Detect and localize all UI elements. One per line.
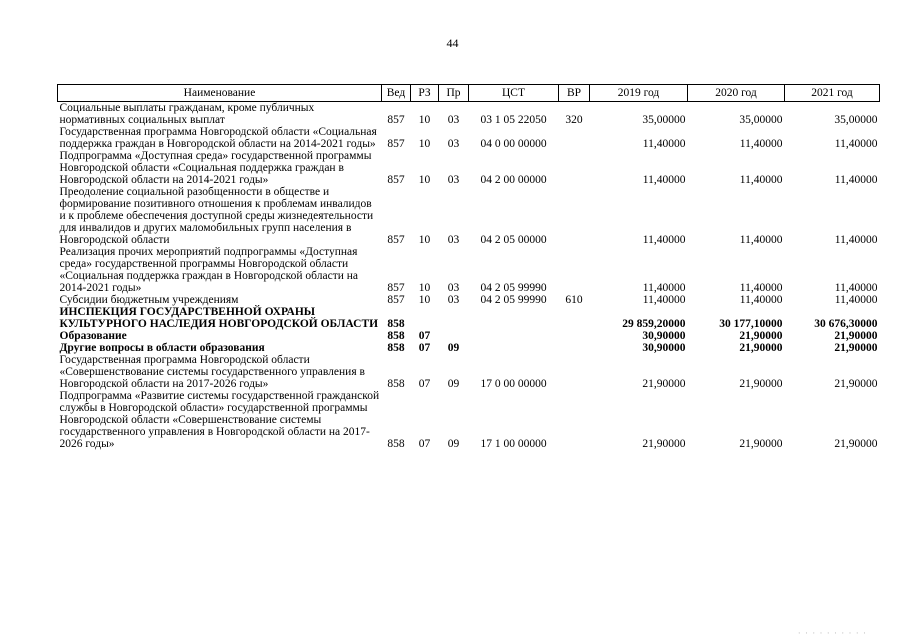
row-name: Другие вопросы в области образования <box>59 342 265 354</box>
row-2019: 11,40000 <box>642 138 686 150</box>
table-row <box>58 306 880 330</box>
row-cst: 04 2 05 00000 <box>480 234 547 246</box>
row-rz <box>411 306 439 330</box>
row-pr: 03 <box>447 114 460 126</box>
row-vr <box>559 306 590 330</box>
row-vr <box>559 186 590 246</box>
row-ved: 858 <box>387 342 405 354</box>
row-2019: 11,40000 <box>642 294 686 306</box>
col-header-cst: ЦСТ <box>469 85 559 102</box>
row-2021: 11,40000 <box>834 174 878 186</box>
row-2021: 21,90000 <box>834 378 878 390</box>
row-2021: 11,40000 <box>834 282 878 294</box>
row-ved: 857 <box>387 114 405 126</box>
row-cst <box>469 330 559 342</box>
row-2021: 21,90000 <box>834 330 878 342</box>
row-cst: 04 2 00 00000 <box>480 174 547 186</box>
row-name: Реализация прочих мероприятий подпрограммы «Доступная среда» государственной программы Новгородской области «Социальная поддержка граждан в Новгородской области на 2014-2021 годы» <box>59 246 359 294</box>
row-cst: 04 2 05 99990 <box>480 282 547 294</box>
row-vr <box>559 354 590 390</box>
row-2021: 21,90000 <box>834 438 878 450</box>
row-rz: 07 <box>418 378 431 390</box>
row-vr: 610 <box>565 294 583 306</box>
row-vr <box>559 342 590 354</box>
row-ved: 857 <box>387 174 405 186</box>
row-vr: 320 <box>565 114 583 126</box>
row-2021: 11,40000 <box>834 234 878 246</box>
row-vr <box>559 330 590 342</box>
row-2020: 11,40000 <box>739 234 783 246</box>
row-pr: 09 <box>447 378 460 390</box>
row-ved: 858 <box>387 378 405 390</box>
row-2019: 21,90000 <box>642 438 686 450</box>
row-ved: 857 <box>387 282 405 294</box>
table-row <box>58 150 880 186</box>
row-2019: 30,90000 <box>642 330 686 342</box>
table-header <box>58 85 880 102</box>
row-2020: 11,40000 <box>739 282 783 294</box>
table-row <box>58 246 880 294</box>
row-cst: 03 1 05 22050 <box>480 114 547 126</box>
row-name: ИНСПЕКЦИЯ ГОСУДАРСТВЕННОЙ ОХРАНЫ КУЛЬТУРНОГО НАСЛЕДИЯ НОВГОРОДСКОЙ ОБЛАСТИ <box>59 306 379 330</box>
row-cst <box>469 342 559 354</box>
row-name: Подпрограмма «Доступная среда» государственной программы Новгородской области «Социальная поддержка граждан в Новгородской области на 2014-2021 годы» <box>59 150 372 186</box>
row-2019: 11,40000 <box>642 282 686 294</box>
row-ved: 858 <box>387 438 405 450</box>
col-header-ved: Вед <box>382 85 411 102</box>
row-2020: 21,90000 <box>739 378 783 390</box>
row-name: Образование <box>59 330 127 342</box>
row-2020: 21,90000 <box>739 342 783 354</box>
row-name: Государственная программа Новгородской области «Совершенствование системы государственного управления в Новгородской области на 2017-2026 годы» <box>59 354 365 390</box>
table-row <box>58 390 880 450</box>
col-header-name: Наименование <box>58 85 382 102</box>
col-header-2020: 2020 год <box>688 85 785 102</box>
row-pr: 03 <box>447 282 460 294</box>
table-row <box>58 294 880 306</box>
col-header-rz: РЗ <box>411 85 439 102</box>
row-vr <box>559 246 590 294</box>
row-2020: 21,90000 <box>739 438 783 450</box>
table-row <box>58 354 880 390</box>
row-pr <box>439 306 469 330</box>
col-header-vr: ВР <box>559 85 590 102</box>
row-name: Социальные выплаты гражданам, кроме публичных нормативных социальных выплат <box>59 102 315 126</box>
row-2020: 11,40000 <box>739 138 783 150</box>
row-vr <box>559 126 590 150</box>
row-cst: 04 0 00 00000 <box>480 138 547 150</box>
row-rz: 07 <box>418 438 431 450</box>
row-2021: 30 676,30000 <box>814 318 878 330</box>
row-pr: 09 <box>447 342 460 354</box>
row-ved: 857 <box>387 234 405 246</box>
table-row <box>58 126 880 150</box>
row-cst: 17 0 00 00000 <box>480 378 547 390</box>
row-2021: 11,40000 <box>834 294 878 306</box>
row-rz: 10 <box>418 174 431 186</box>
row-cst: 04 2 05 99990 <box>480 294 547 306</box>
row-2019: 30,90000 <box>642 342 686 354</box>
row-pr: 03 <box>447 294 460 306</box>
row-rz: 10 <box>418 294 431 306</box>
row-pr <box>439 330 469 342</box>
table-row <box>58 330 880 342</box>
row-rz: 07 <box>418 330 431 342</box>
table-row <box>58 342 880 354</box>
row-rz: 10 <box>418 234 431 246</box>
row-2019: 35,00000 <box>642 114 686 126</box>
row-rz: 10 <box>418 282 431 294</box>
row-2021: 21,90000 <box>834 342 878 354</box>
row-name: Государственная программа Новгородской области «Социальная поддержка граждан в Новгородской области на 2014-2021 годы» <box>59 126 377 150</box>
page-number: 44 <box>446 36 459 50</box>
row-name: Подпрограмма «Развитие системы государственной гражданской службы в Новгородской области» государственной программы Новгородской области «Совершенствование системы государственного управления в Новгородской области на 2017-2026 годы» <box>59 390 380 450</box>
row-pr: 03 <box>447 138 460 150</box>
row-pr: 03 <box>447 174 460 186</box>
budget-table <box>57 84 880 450</box>
row-vr <box>559 150 590 186</box>
row-rz: 07 <box>418 342 431 354</box>
col-header-2019: 2019 год <box>590 85 688 102</box>
row-pr: 09 <box>447 438 460 450</box>
row-name: Преодоление социальной разобщенности в обществе и формирование позитивного отношения к проблемам инвалидов и к проблеме обеспечения доступной среды жизнедеятельности для инвалидов и других маломобильных групп населения в Новгородской области <box>59 186 374 246</box>
row-2019: 11,40000 <box>642 174 686 186</box>
row-ved: 858 <box>387 318 405 330</box>
row-2020: 35,00000 <box>739 114 783 126</box>
table-row <box>58 102 880 127</box>
row-ved: 857 <box>387 138 405 150</box>
footer-mark: · · · · · · · · · · <box>797 628 867 638</box>
row-2019: 21,90000 <box>642 378 686 390</box>
row-cst <box>469 306 559 330</box>
row-2020: 30 177,10000 <box>719 318 783 330</box>
row-2020: 11,40000 <box>739 174 783 186</box>
row-pr: 03 <box>447 234 460 246</box>
row-2020: 11,40000 <box>739 294 783 306</box>
row-ved: 858 <box>387 330 405 342</box>
row-2020: 21,90000 <box>739 330 783 342</box>
row-name: Субсидии бюджетным учреждениям <box>59 294 239 306</box>
row-cst: 17 1 00 00000 <box>480 438 547 450</box>
table-body <box>58 102 880 451</box>
row-rz: 10 <box>418 138 431 150</box>
row-2021: 35,00000 <box>834 114 878 126</box>
row-ved: 857 <box>387 294 405 306</box>
row-2019: 29 859,20000 <box>622 318 686 330</box>
col-header-pr: Пр <box>439 85 469 102</box>
row-2019: 11,40000 <box>642 234 686 246</box>
row-vr <box>559 390 590 450</box>
table-row <box>58 186 880 246</box>
row-2021: 11,40000 <box>834 138 878 150</box>
row-rz: 10 <box>418 114 431 126</box>
col-header-2021: 2021 год <box>785 85 880 102</box>
